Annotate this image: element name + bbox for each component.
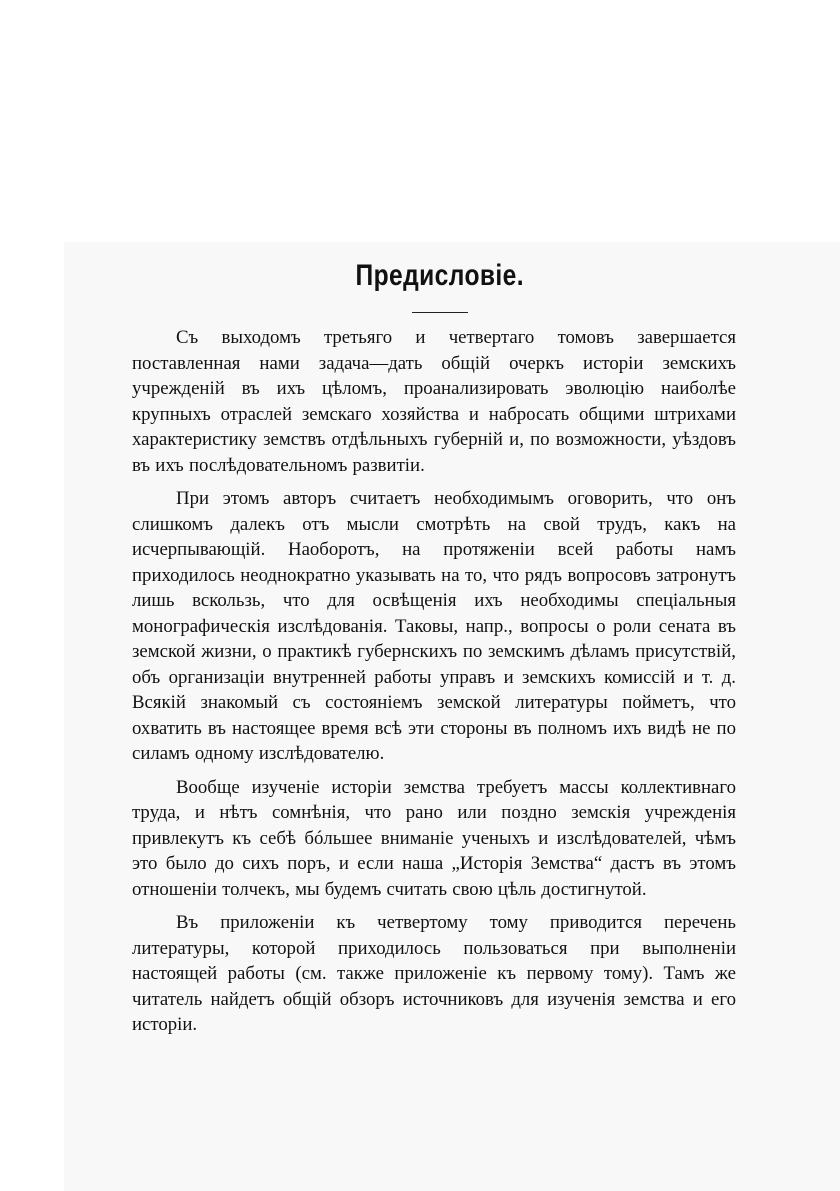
paragraph-1: Съ выходомъ третьяго и четвертаго томовъ завершается поставленная нами задача—дать общій очеркъ исторіи земскихъ учрежденій въ ихъ цѣломъ, проанализировать эволюцію наиболѣе крупныхъ отраслей земскаго хозяйства и набросать общими штрихами характеристику земствъ отдѣльныхъ губерній и, по возможности, уѣздовъ въ ихъ послѣдовательномъ развитіи. (132, 327, 736, 476)
preface-page (132, 254, 736, 1046)
paragraph-4: Въ приложеніи къ четвертому тому приводится перечень литературы, которой приходилось пользоваться при выполненіи настоящей работы (см. также приложеніе къ первому тому). Тамъ же читатель найдетъ общій обзоръ источниковъ для изученія земства и его исторіи. (132, 912, 736, 1035)
paragraph-3: Вообще изученіе исторіи земства требуетъ массы коллективнаго труда, и нѣтъ сомнѣнія, что рано или поздно земскія учрежденія привлекутъ къ себѣ бóльшее вниманіе ученыхъ и изслѣдователей, чѣмъ это было до сихъ поръ, и если наша „Исторія Земства“ дастъ въ этомъ отношеніи толчекъ, мы будемъ считать свою цѣль достигнутой. (132, 776, 736, 900)
paragraph-2: При этомъ авторъ считаетъ необходимымъ оговорить, что онъ слишкомъ далекъ отъ мысли смотрѣть на свой трудъ, какъ на исчерпывающій. Наоборотъ, на протяженіи всей работы намъ приходилось неоднократно указывать на то, что рядъ вопросовъ затронутъ лишь вскользь, что для освѣщенія ихъ необходимы спеціальныя монографическія изслѣдованія. Таковы, напр., вопросы о роли сената въ земской жизни, о практикѣ губернскихъ по земскимъ дѣламъ присутствій, объ организаціи внутренней работы управъ и земскихъ комиссій и т. д. Всякій знакомый съ состояніемъ земской литературы пойметъ, что охватить въ настоящее время всѣ эти стороны въ полномъ ихъ видѣ не по силамъ одному изслѣдователю. (132, 488, 736, 764)
preface-body (132, 325, 736, 1038)
page-title: Предисловіе. (355, 259, 525, 292)
title-divider (412, 312, 468, 313)
